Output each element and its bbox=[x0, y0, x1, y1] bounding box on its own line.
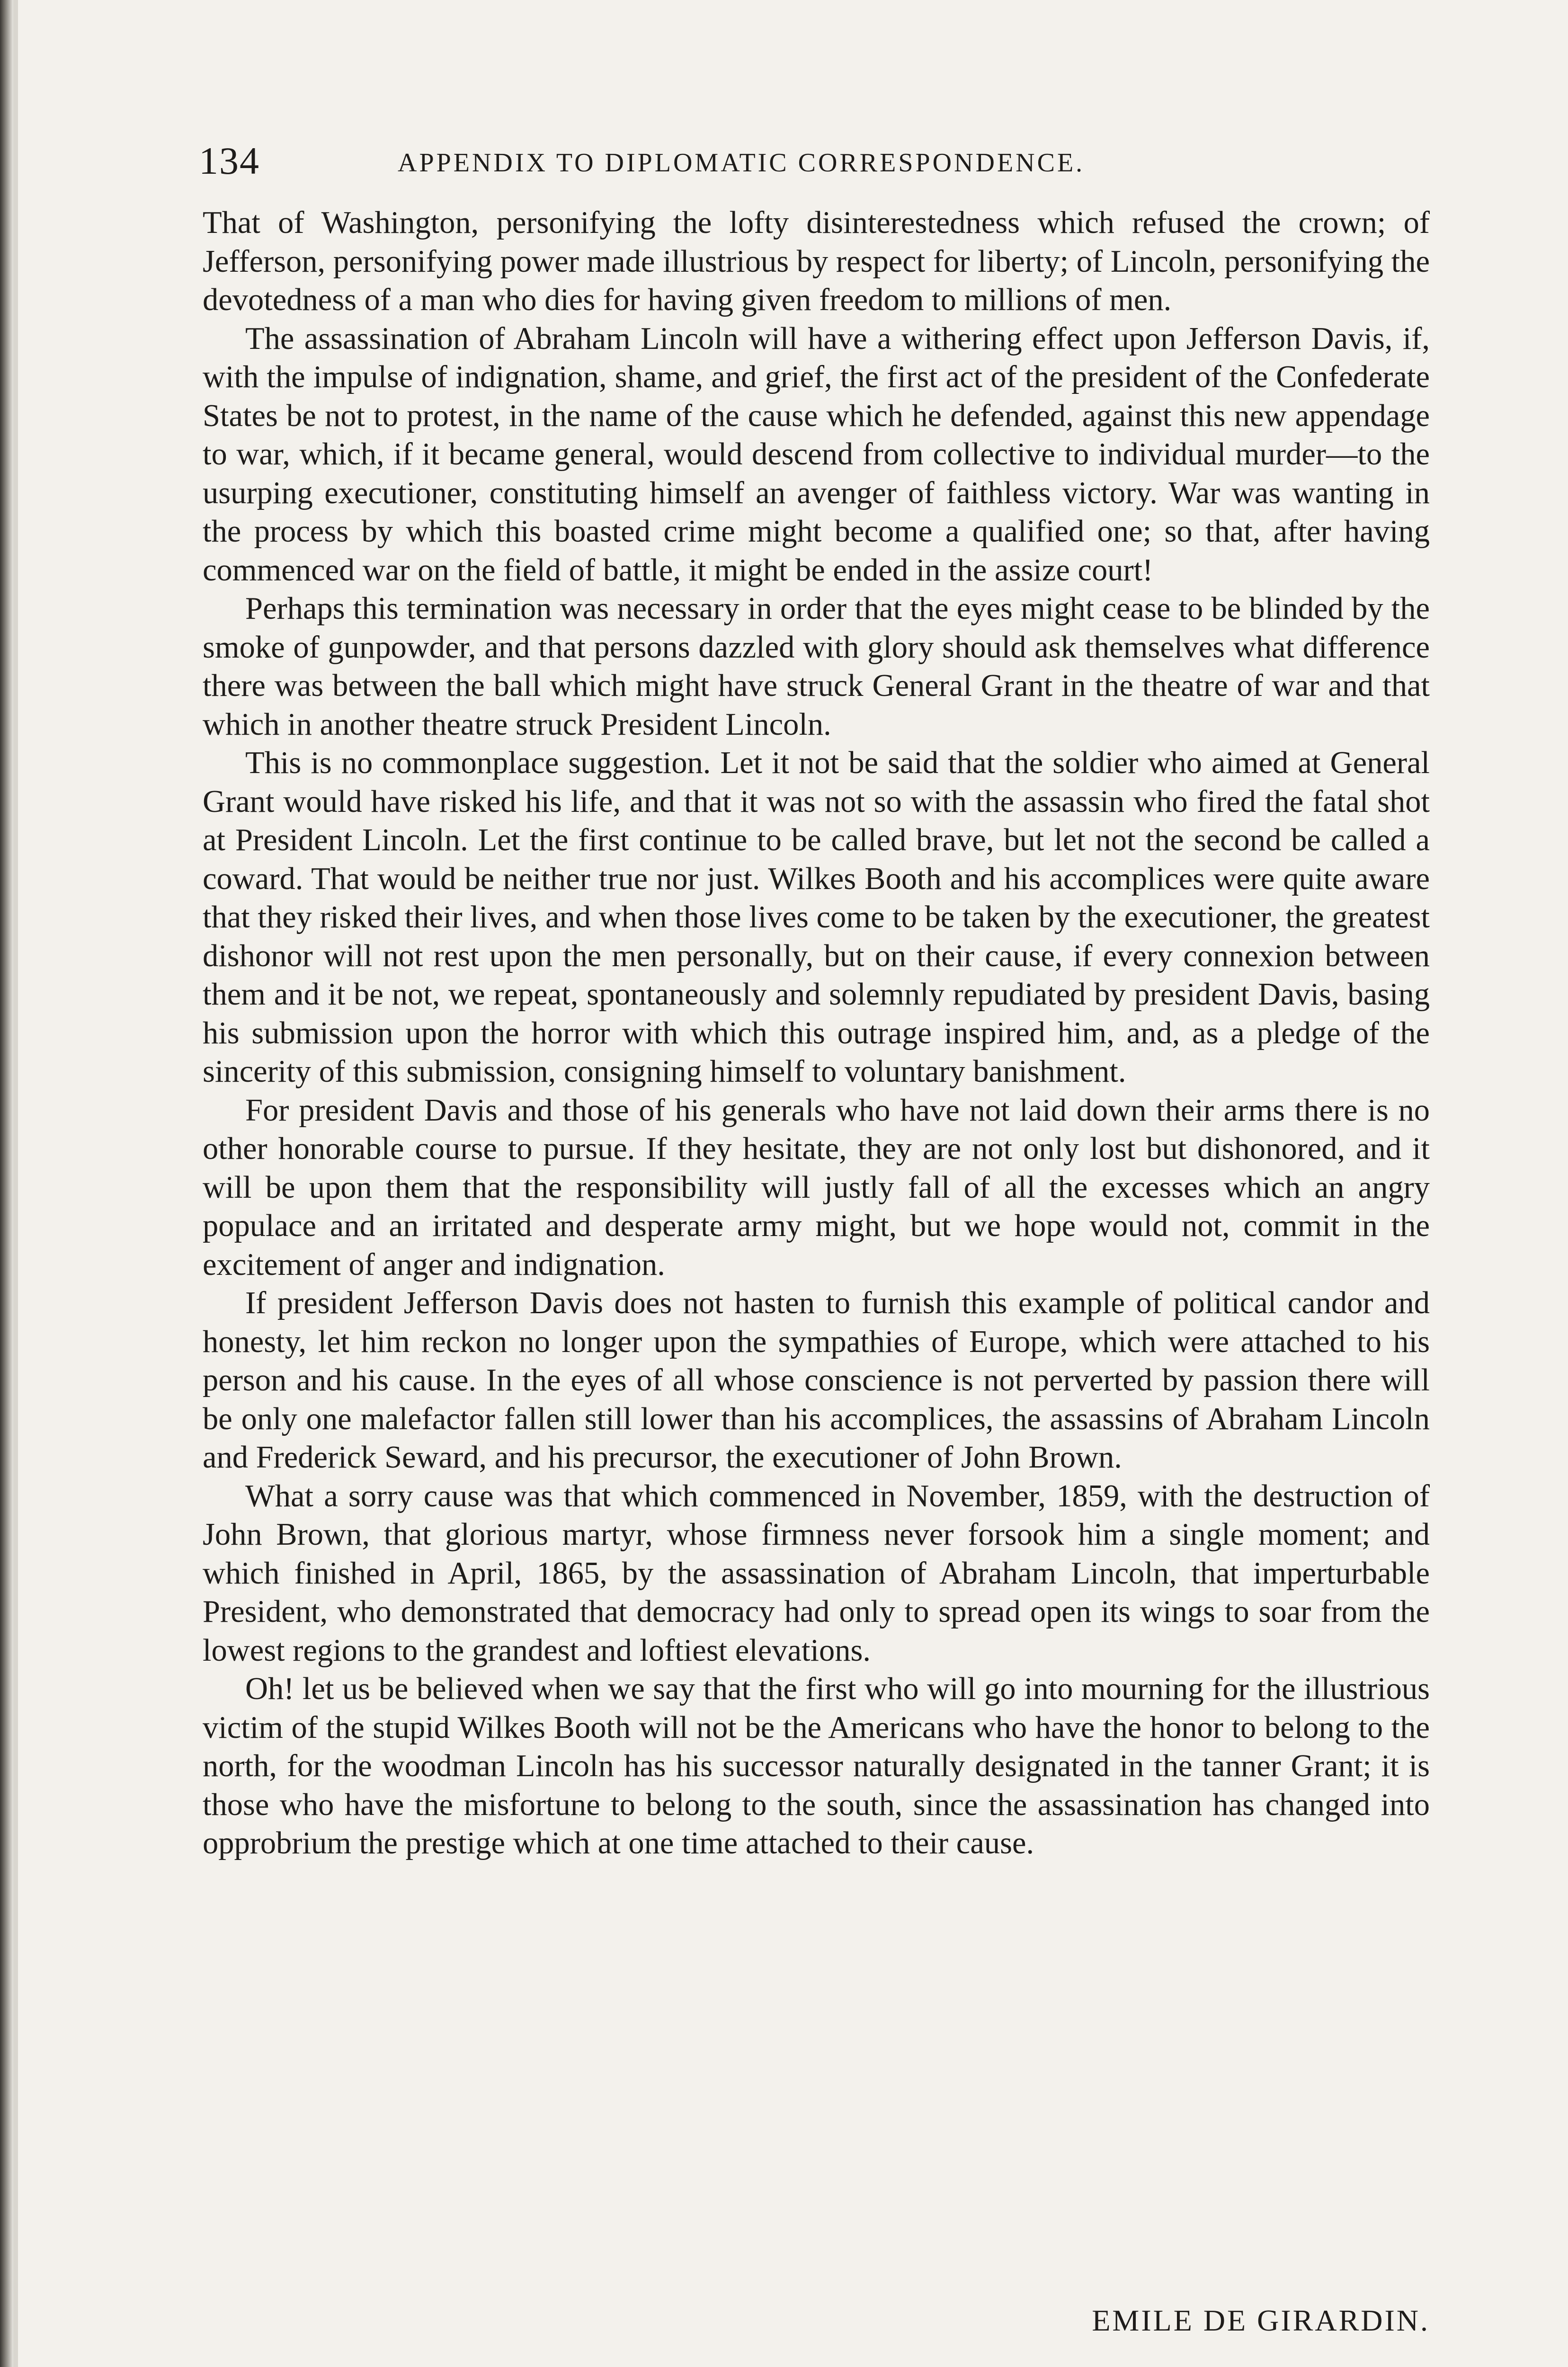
page-header bbox=[199, 137, 1430, 185]
paragraph: This is no commonplace suggestion. Let it not be said that the soldier who aimed at General Grant would have risked his life, and that it was not so with the assassin who fired the fatal shot at President Lincoln. Let the first continue to be called brave, but let not the second be called a coward. That would be neither true nor just. Wilkes Booth and his accomplices were quite aware that they risked their lives, and when those lives come to be taken by the executioner, the greatest dishonor will not rest upon the men personally, but on their cause, if every connexion between them and it be not, we repeat, spontaneously and solemnly repudiated by president Davis, basing his submission upon the horror with which this outrage inspired him, and, as a pledge of the sincerity of this submission, consigning himself to voluntary banishment. bbox=[203, 746, 1430, 1089]
paragraph: What a sorry cause was that which commenced in November, 1859, with the destruction of John Brown, that glorious martyr, whose firmness never forsook him a single moment; and which finished in April, 1865, by the assassination of Abraham Lincoln, that imperturbable President, who demonstrated that democracy had only to spread open its wings to soar from the lowest regions to the grandest and loftiest elevations. bbox=[203, 1478, 1430, 1668]
paragraph: Perhaps this termination was necessary in order that the eyes might cease to be blinded by the smoke of gunpowder, and that persons dazzled with glory should ask themselves what difference there was between the ball which might have struck General Grant in the theatre of war and that which in another theatre struck President Lincoln. bbox=[203, 591, 1430, 742]
paragraph: Oh! let us be believed when we say that the first who will go into mourning for the illustrious victim of the stupid Wilkes Booth will not be the Americans who have the honor to belong to the north, for the woodman Lincoln has his successor naturally designated in the tanner Grant; it is those who have the misfortune to belong to the south, since the assassination has changed into opprobrium the prestige which at one time attached to their cause. bbox=[203, 1672, 1430, 1860]
paragraph: That of Washington, personifying the lofty disinterestedness which refused the crown; of Jefferson, personifying power made illustrious by respect for liberty; of Lincoln, personifying the devotedness of a man who dies for having given freedom to millions of men. bbox=[203, 205, 1430, 317]
running-head: APPENDIX TO DIPLOMATIC CORRESPONDENCE. bbox=[398, 148, 1085, 178]
page-binding-edge bbox=[0, 0, 13, 2367]
paragraph: For president Davis and those of his generals who have not laid down their arms there is no other honorable course to pursue. If they hesitate, they are not only lost but dishonored, and it will be upon them that the responsibility will justly fall of all the excesses which an angry populace and an irritated and desperate army might, but we hope would not, commit in the excitement of anger and indignation. bbox=[203, 1093, 1430, 1282]
page-number: 134 bbox=[199, 139, 260, 182]
paragraph: If president Jefferson Davis does not hasten to furnish this example of political candor and honesty, let him reckon no longer upon the sympathies of Europe, which were attached to his person and his cause. In the eyes of all whose conscience is not perverted by passion there will be only one malefactor fallen still lower than his accomplices, the assassins of Abraham Lincoln and Frederick Seward, and his precursor, the executioner of John Brown. bbox=[203, 1286, 1430, 1475]
page-binding-shadow bbox=[13, 0, 18, 2367]
signature: EMILE DE GIRARDIN. bbox=[1092, 2304, 1430, 2337]
document-body bbox=[203, 204, 1430, 1863]
paragraph: The assassination of Abraham Lincoln will have a withering effect upon Jefferson Davis, if, with the impulse of indignation, shame, and grief, the first act of the president of the Confederate States be not to protest, in the name of the cause which he defended, against this new appendage to war, which, if it became general, would descend from collective to individual murder—to the usurping executioner, constituting himself an avenger of faithless victory. War was wanting in the process by which this boasted crime might become a qualified one; so that, after having commenced war on the field of battle, it might be ended in the assize court! bbox=[203, 321, 1430, 587]
